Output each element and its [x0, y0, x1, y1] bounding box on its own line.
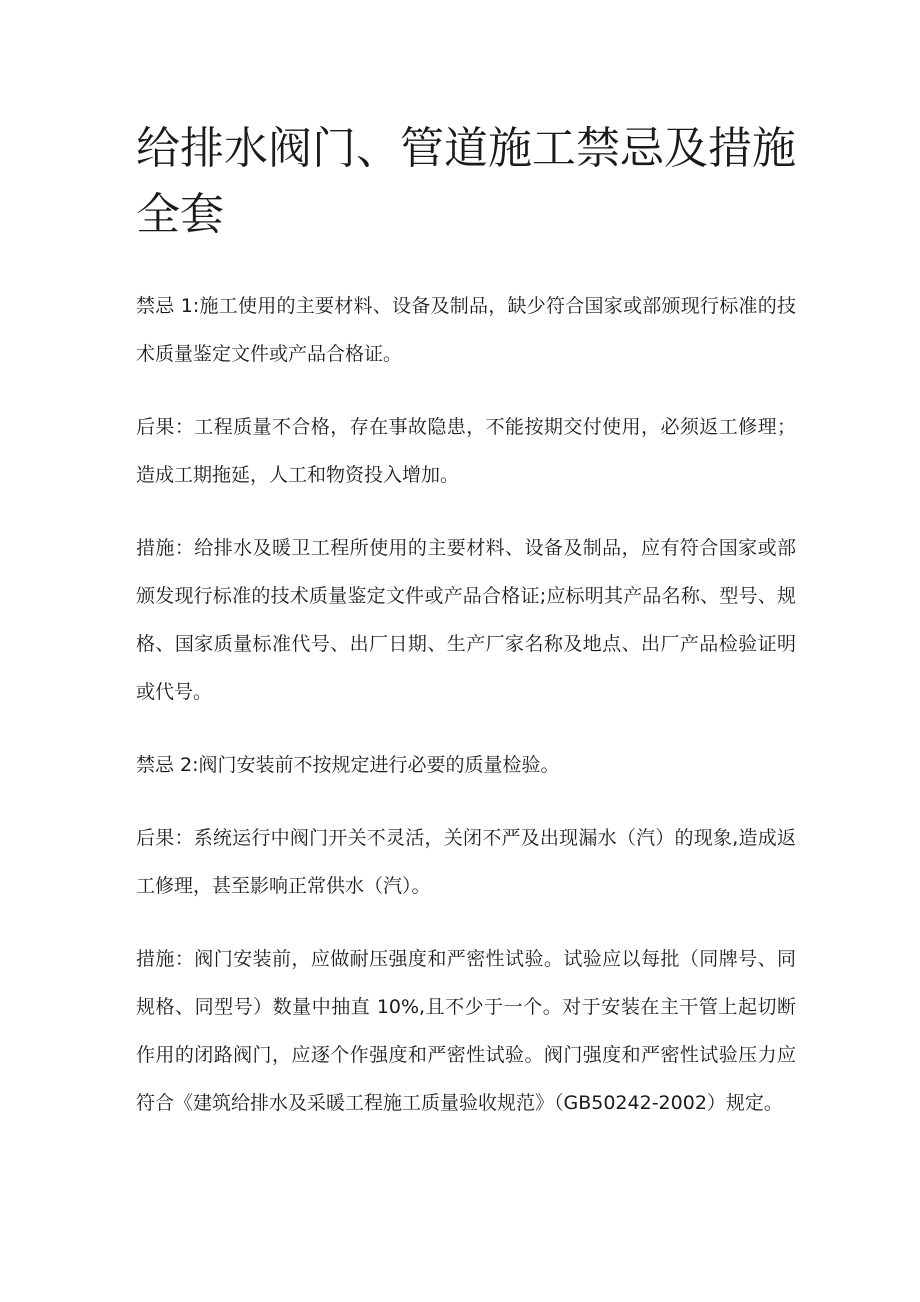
paragraph-consequence-2: 后果：系统运行中阀门开关不灵活，关闭不严及出现漏水（汽）的现象,造成返工修理，甚至影响正常供水（汽）。	[136, 827, 796, 897]
paragraph-measure-2: 措施：阀门安装前，应做耐压强度和严密性试验。试验应以每批（同牌号、同规格、同型号）数量中抽直 10%,且不少于一个。对于安装在主干管上起切断作用的闭路阀门，应逐个作强度和严密性试验。阀门强度和严密性试验压力应符合《建筑给排水及采暖工程施工质量验收规范》（GB50242-2002）规定。	[136, 948, 796, 1114]
paragraph-taboo-1: 禁忌 1:施工使用的主要材料、设备及制品，缺少符合国家或部颁现行标准的技术质量鉴定文件或产品合格证。	[136, 295, 796, 365]
paragraph-measure-1: 措施：给排水及暖卫工程所使用的主要材料、设备及制品，应有符合国家或部颁发现行标准的技术质量鉴定文件或产品合格证;应标明其产品名称、型号、规格、国家质量标准代号、出厂日期、生产厂家名称及地点、出厂产品检验证明或代号。	[136, 537, 796, 703]
paragraph-taboo-2: 禁忌 2:阀门安装前不按规定进行必要的质量检验。	[136, 754, 560, 776]
document-body	[136, 282, 796, 1152]
paragraph-consequence-1: 后果：工程质量不合格，存在事故隐患，不能按期交付使用，必须返工修理；造成工期拖延，人工和物资投入增加。	[136, 416, 796, 486]
document-title: 给排水阀门、管道施工禁忌及措施全套	[136, 123, 796, 240]
